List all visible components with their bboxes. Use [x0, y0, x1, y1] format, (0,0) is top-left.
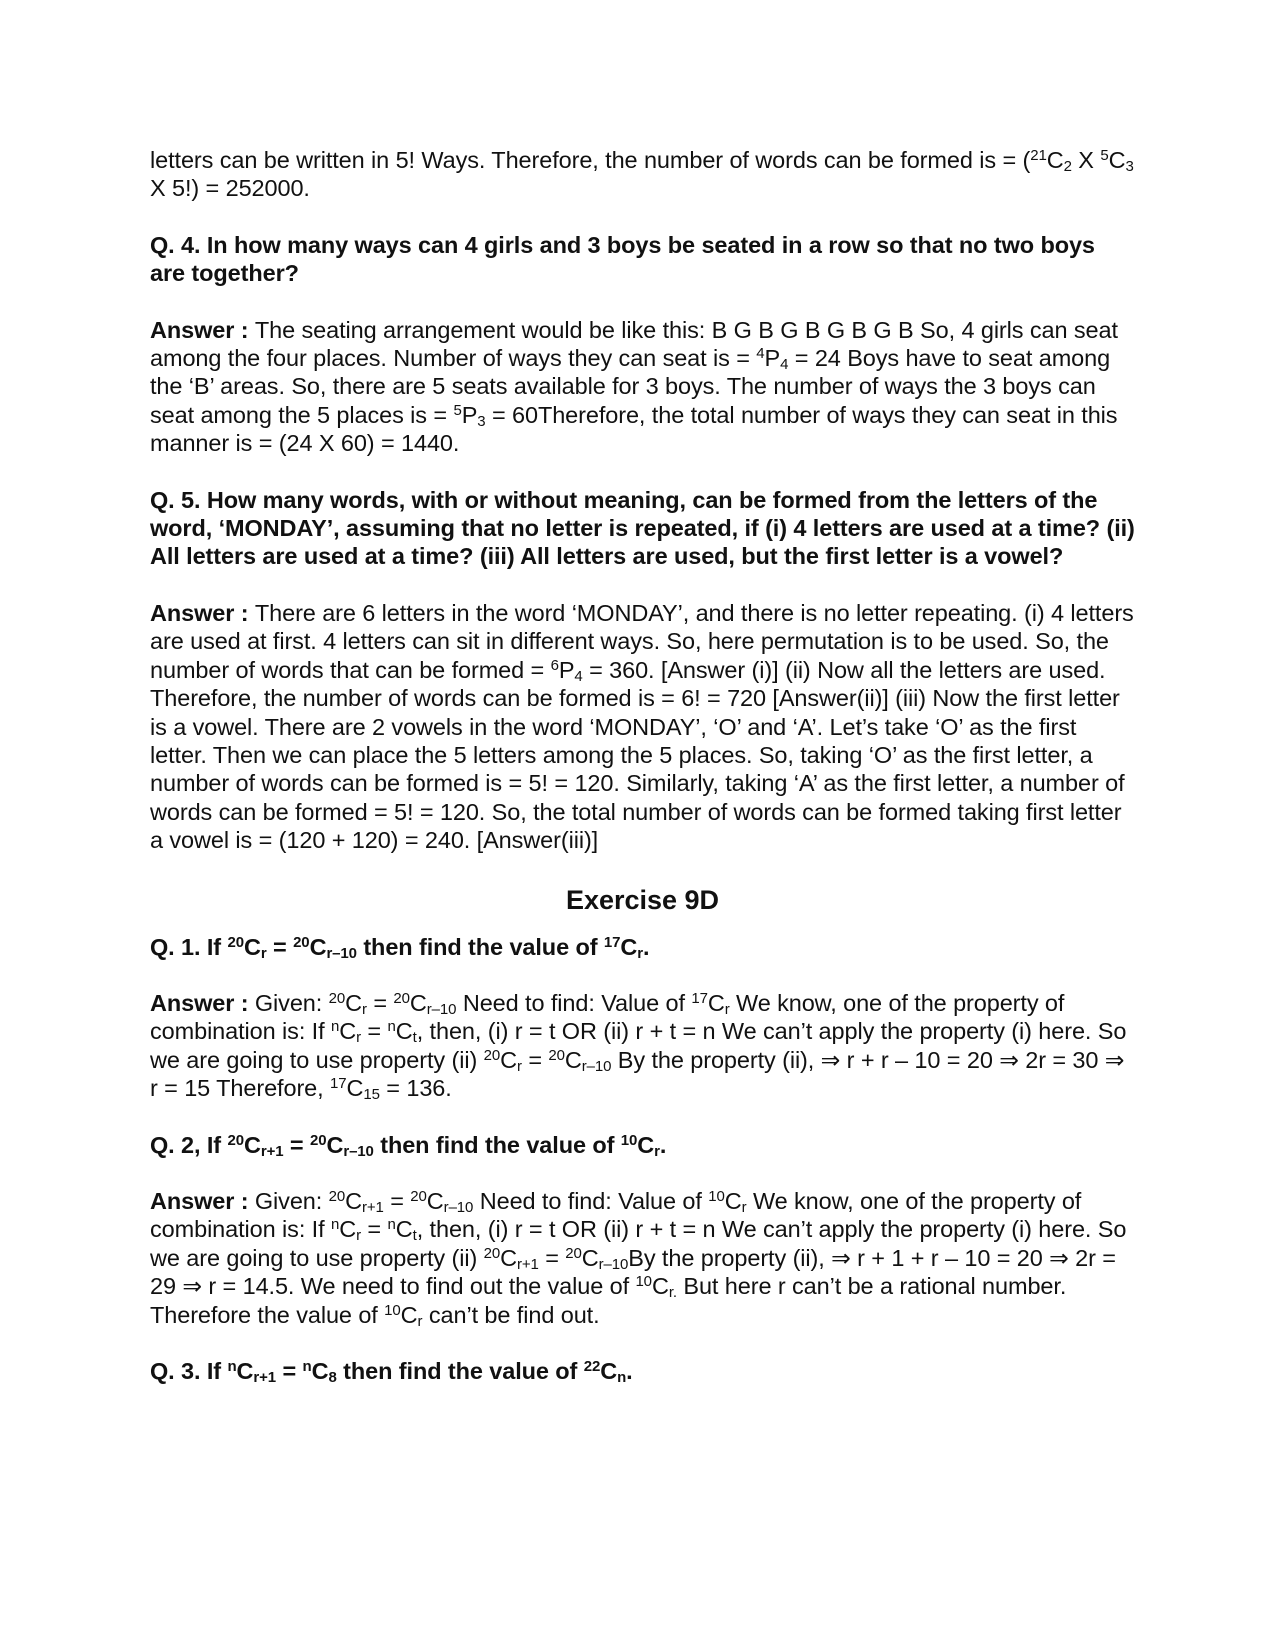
superscript: 20 [309, 1131, 327, 1149]
subscript: t [412, 1029, 417, 1047]
answer-label: Answer : [150, 989, 255, 1016]
superscript: 10 [708, 1187, 725, 1205]
superscript: 20 [548, 1046, 565, 1064]
superscript: n [387, 1216, 396, 1234]
superscript: 20 [227, 933, 244, 951]
answer-label: Answer : [150, 1187, 255, 1214]
subscript: r [741, 1198, 747, 1216]
subscript: r–10 [326, 944, 357, 962]
superscript: 17 [603, 933, 621, 951]
subscript: r [417, 1312, 423, 1330]
subscript: r+1 [260, 1142, 284, 1160]
exercise-heading: Exercise 9D [565, 884, 720, 915]
superscript: n [387, 1018, 396, 1036]
superscript: 22 [583, 1358, 601, 1375]
subscript: r [637, 944, 643, 962]
superscript: 20 [483, 1046, 501, 1064]
answer-4-text: The seating arrangement would be like this: B G B G B G B G B So, 4 girls can seat among the four places. Number of ways they can seat is = $^4P_4 = 24$ Boys have to seat among the ‘B’ areas. So, there are 5 seats available for 3 boys. The number of ways the 3 boys can seat among the 5 places is = $^5P_3$ = 60Therefore, the total number of ways they can seat in this manner is = (24 X 60) = 1440. [150, 316, 1118, 457]
superscript: 6 [550, 656, 559, 674]
subscript: 3 [1125, 158, 1134, 175]
superscript: 10 [620, 1131, 638, 1149]
subscript: 4 [780, 356, 789, 374]
subscript: n [617, 1369, 627, 1386]
subscript: r+1 [253, 1369, 277, 1386]
subscript: r [260, 944, 267, 962]
subscript: r [362, 1000, 367, 1018]
superscript: 20 [483, 1244, 501, 1262]
subscript: t [412, 1227, 417, 1245]
subscript: r [356, 1029, 361, 1047]
answer-4 [150, 316, 1135, 458]
superscript: 20 [565, 1244, 582, 1262]
subscript: 3 [477, 412, 486, 430]
superscript: 5 [1100, 147, 1109, 164]
question-4: Q. 4. In how many ways can 4 girls and 3 boys be seated in a row so that no two boys are together? [150, 231, 1095, 287]
exercise-question-1: Q. 1. If $^{20}C_r = ^{20}C_{r-10}$ then find the value of $^{17}C_r$. [150, 933, 650, 962]
subscript: r–10 [443, 1198, 474, 1216]
superscript: 5 [453, 401, 462, 419]
subscript: r–10 [426, 1000, 457, 1018]
exercise-answer-1-text: Given: $^{20}C_r = ^{20}C_{r-10}$ Need to find: Value of $^{17}C_r$ We know, one of the property of combination is: If $^nC_r = ^nC_t$, then, (i) r = t OR (ii) r + t = n We can’t apply the property (i) here. So we are going to use property (ii) $^{20}C_r = ^{20}C_{r-10}$ By the property (ii), ⇒ r + r – 10 = 20 ⇒ 2r = 30 ⇒ r = 15 Therefore, $^{17}C_{15} = 136$. [150, 989, 1127, 1104]
exercise-answer-1 [150, 989, 1135, 1103]
answer-5-text: There are 6 letters in the word ‘MONDAY’, and there is no letter repeating. (i) 4 letters are used at first. 4 letters can sit in different ways. So, here permutation is to be used. So, the number of words that can be formed = $^6P_4 = 360$. [Answer (i)] (ii) Now all the letters are used. Therefore, the number of words can be formed is = 6! = 720 [Answer(ii)] (iii) Now the first letter is a vowel. There are 2 vowels in the word ‘MONDAY’, ‘O’ and ‘A’. Let’s take ‘O’ as the first letter. Then we can place the 5 letters among the 5 places. So, taking ‘O’ as the first letter, a number of words can be formed is = 5! = 120. Similarly, taking ‘A’ as the first letter, a number of words can be formed = 5! = 120. So, the total number of words can be formed taking first letter a vowel is = (120 + 120) = 240. [Answer(iii)] [150, 599, 1134, 854]
superscript: 17 [691, 989, 708, 1007]
superscript: n [330, 1018, 340, 1036]
superscript: 20 [227, 1131, 244, 1149]
superscript: 20 [410, 1187, 427, 1205]
subscript: r–10 [581, 1057, 612, 1075]
subscript: r–10 [343, 1142, 374, 1160]
superscript: 20 [328, 989, 346, 1007]
answer-label: Answer : [150, 599, 255, 626]
superscript: 17 [330, 1075, 347, 1093]
subscript: 4 [574, 667, 583, 685]
subscript: 15 [363, 1086, 380, 1104]
subscript: 8 [328, 1369, 337, 1386]
subscript: r. [668, 1284, 677, 1302]
superscript: 20 [393, 989, 410, 1007]
subscript: r+1 [516, 1255, 539, 1273]
answer-5 [150, 599, 1135, 855]
superscript: 10 [635, 1273, 652, 1291]
exercise-answer-2-text: Given: $^{20}C_{r+1} = ^{20}C_{r-10}$ Need to find: Value of $^{10}C_r$ We know, one of the property of combination is: If $^nC_r = ^nC_t$, then, (i) r = t OR (ii) r + t = n We can’t apply the property (i) here. So we are going to use property (ii) $^{20}C_{r+1} = ^{20}C_{r-10}By$ the property (ii), ⇒ r + 1 + r – 10 = 20 ⇒ 2r = 29 ⇒ r = 14.5. We need to find out the value of $^{10}C_{r.}$ But here r can’t be a rational number. Therefore the value of $^{10}C_r$ can’t be find out. [150, 1187, 1127, 1330]
superscript: 4 [756, 345, 765, 363]
subscript: r–10 [598, 1255, 629, 1273]
subscript: r+1 [362, 1198, 384, 1216]
intro-paragraph: letters can be written in 5! Ways. Therefore, the number of words can be formed is = ($^{21}C_2$ X $^5C_3$ X 5!) = 252000. [150, 147, 1134, 202]
question-5: Q. 5. How many words, with or without meaning, can be formed from the letters of the word, ‘MONDAY’, assuming that no letter is repeated, if (i) 4 letters are used at a time? (ii) All letters are used at a time? (iii) All letters are used, but the first letter is a vowel? [150, 486, 1135, 570]
exercise-question-2: Q. 2, If $^{20}C_{r+1} = ^{20}C_{r-10}$ then find the value of $^{10}C_r$. [150, 1131, 667, 1160]
subscript: r [654, 1142, 660, 1160]
superscript: 21 [1030, 147, 1047, 164]
superscript: 20 [328, 1187, 346, 1205]
superscript: n [330, 1216, 340, 1234]
subscript: r [516, 1057, 522, 1075]
superscript: 20 [293, 933, 310, 951]
subscript: 2 [1063, 158, 1072, 175]
exercise-answer-2 [150, 1187, 1135, 1329]
subscript: r [356, 1227, 361, 1245]
subscript: r [724, 1000, 730, 1018]
exercise-question-3: Q. 3. If $^nC_{r+1} = ^nC_8$ then find the value of $^{22}C_n$. [150, 1358, 633, 1386]
superscript: 10 [384, 1301, 401, 1319]
page-content [150, 146, 1135, 1413]
superscript: n [302, 1358, 312, 1375]
superscript: n [227, 1358, 237, 1375]
answer-label: Answer : [150, 316, 255, 343]
